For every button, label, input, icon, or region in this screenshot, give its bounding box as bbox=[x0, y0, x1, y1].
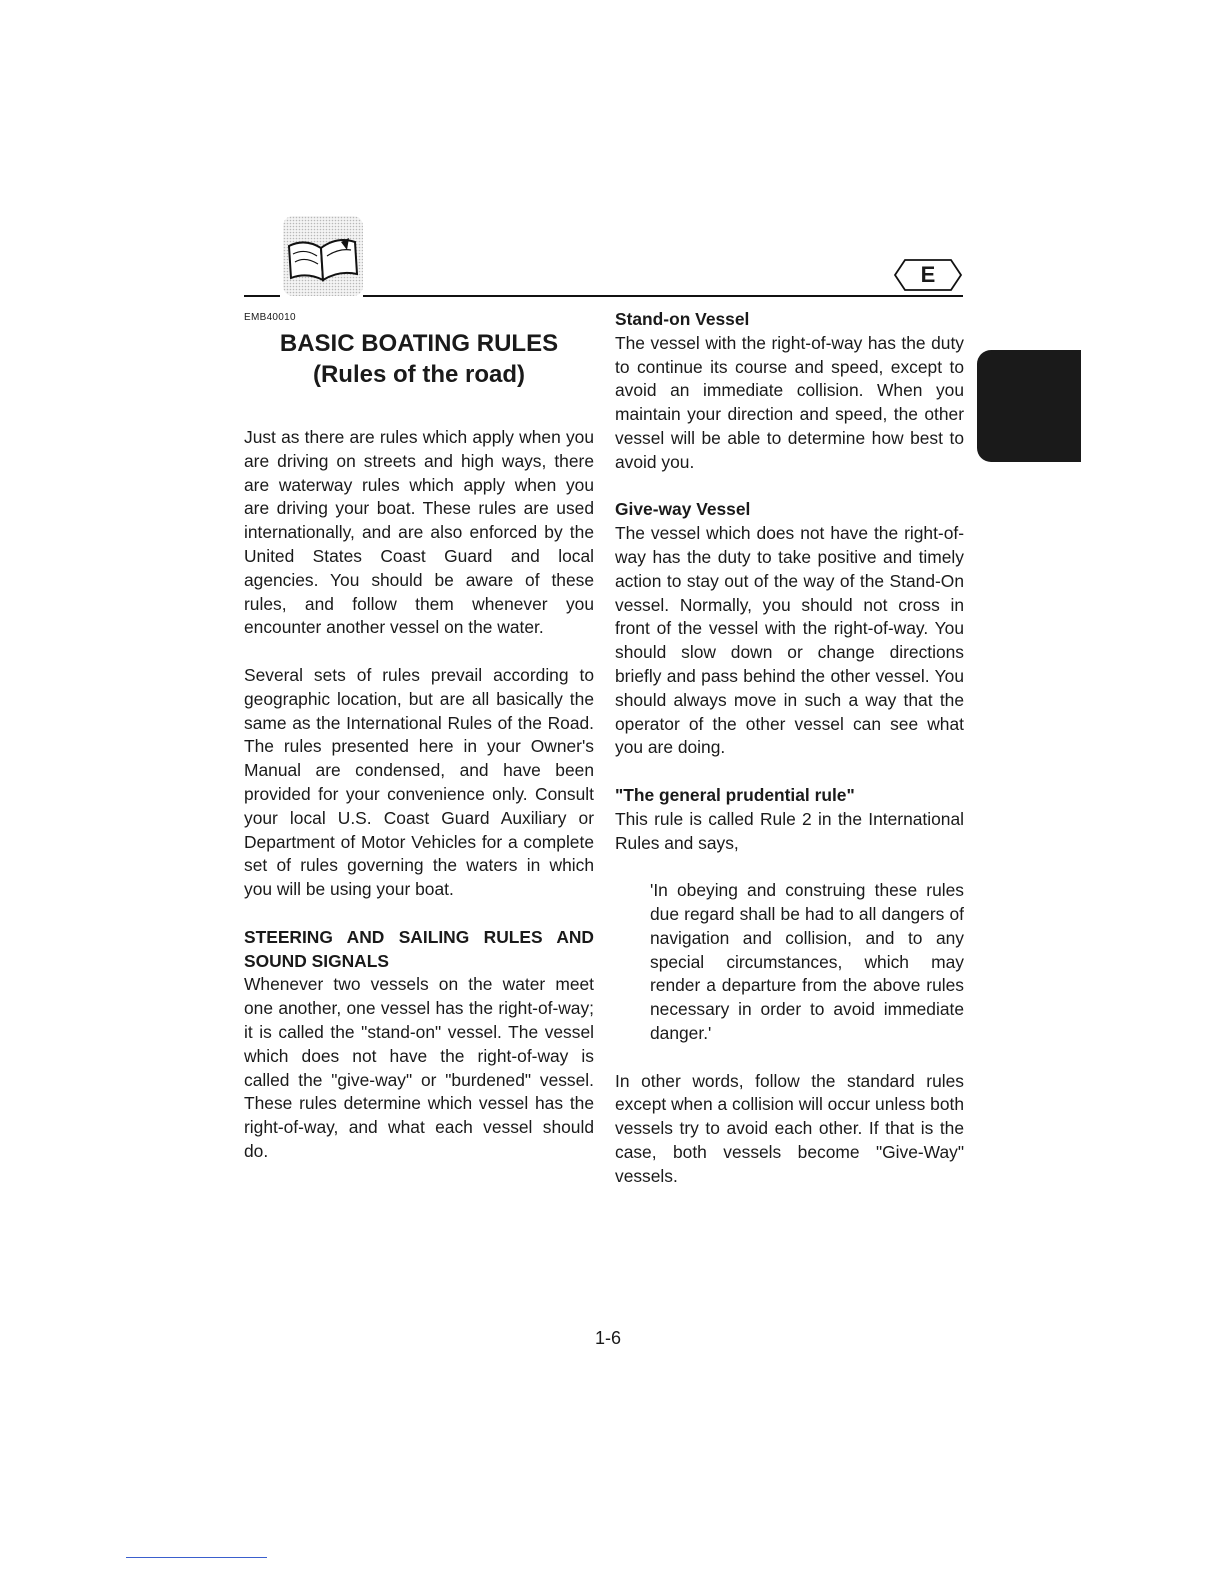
left-column bbox=[244, 328, 594, 1164]
header-rule-left bbox=[244, 295, 280, 297]
prudential-heading: "The general prudential rule" bbox=[615, 784, 855, 805]
title-line-2: (Rules of the road) bbox=[312, 361, 525, 388]
header-rule bbox=[363, 295, 963, 297]
section-heading: STEERING AND SAILING RULES AND SOUND SIGNALS bbox=[244, 926, 594, 971]
stand-on-text: The vessel with the right-of-way has the duty to continue its course and speed, except to avoid an immediate collision. When you maintain your direction and speed, the other vessel will be able to determine how best to avoid you. bbox=[615, 332, 964, 472]
language-badge bbox=[893, 258, 963, 292]
section-thumb-tab bbox=[977, 350, 1081, 462]
title-line-1: BASIC BOATING RULES bbox=[279, 330, 559, 357]
intro-paragraph: Just as there are rules which apply when you are driving on streets and high ways, there are waterway rules which apply when you are driving your boat. These rules are used internationally, and are also enforced by the United States Coast Guard and local agencies. You should be aware of these rules, and follow them whenever you encounter another vessel on the water. bbox=[244, 427, 594, 638]
corner-line bbox=[126, 1557, 267, 1558]
closing-paragraph: In other words, follow the standard rules except when a collision will occur unless both vessels try to avoid each other. If that is the case, both vessels become "Give-Way" vessels. bbox=[615, 1070, 964, 1186]
page-title bbox=[244, 328, 594, 390]
rule-quote: 'In obeying and construing these rules due regard shall be had to all dangers of navigation and collision, and to any special circumstances, which may render a departure from the above rules necessary in order to avoid immediate danger.' bbox=[650, 880, 964, 1043]
vessels-paragraph: Whenever two vessels on the water meet one another, one vessel has the right-of-way; it is called the "stand-on" vessel. The vessel which does not have the right-of-way is called the "give-way" or "burdened" vessel. These rules determine which vessel has the right-of-way, and what each vessel should do. bbox=[244, 974, 594, 1161]
page-number: 1-6 bbox=[594, 1328, 621, 1348]
right-column bbox=[615, 308, 964, 1188]
doc-code: EMB40010 bbox=[244, 312, 296, 323]
prudential-text: This rule is called Rule 2 in the International Rules and says, bbox=[615, 808, 964, 853]
stand-on-heading: Stand-on Vessel bbox=[615, 309, 750, 329]
give-way-text: The vessel which does not have the right-of-way has the duty to take positive and timely action to stay out of the way of the Stand-On vessel. Normally, you should not cross in front of the vessel with the right-of-way. You should slow down or change directions briefly and pass behind the other vessel. You should always move in such a way that the operator of the other vessel can see what you are doing. bbox=[615, 523, 964, 758]
open-book-icon bbox=[283, 216, 363, 296]
language-badge-label: E bbox=[920, 262, 936, 287]
give-way-heading: Give-way Vessel bbox=[615, 499, 751, 520]
rules-paragraph: Several sets of rules prevail according to geographic location, but are all basically the same as the International Rules of the Road. The rules presented here in your Owner's Manual are condensed, and have been provided for your convenience only. Consult your local U.S. Coast Guard Auxiliary or Department of Motor Vehicles for a complete set of rules governing the waters in which you will be using your boat. bbox=[244, 664, 594, 900]
